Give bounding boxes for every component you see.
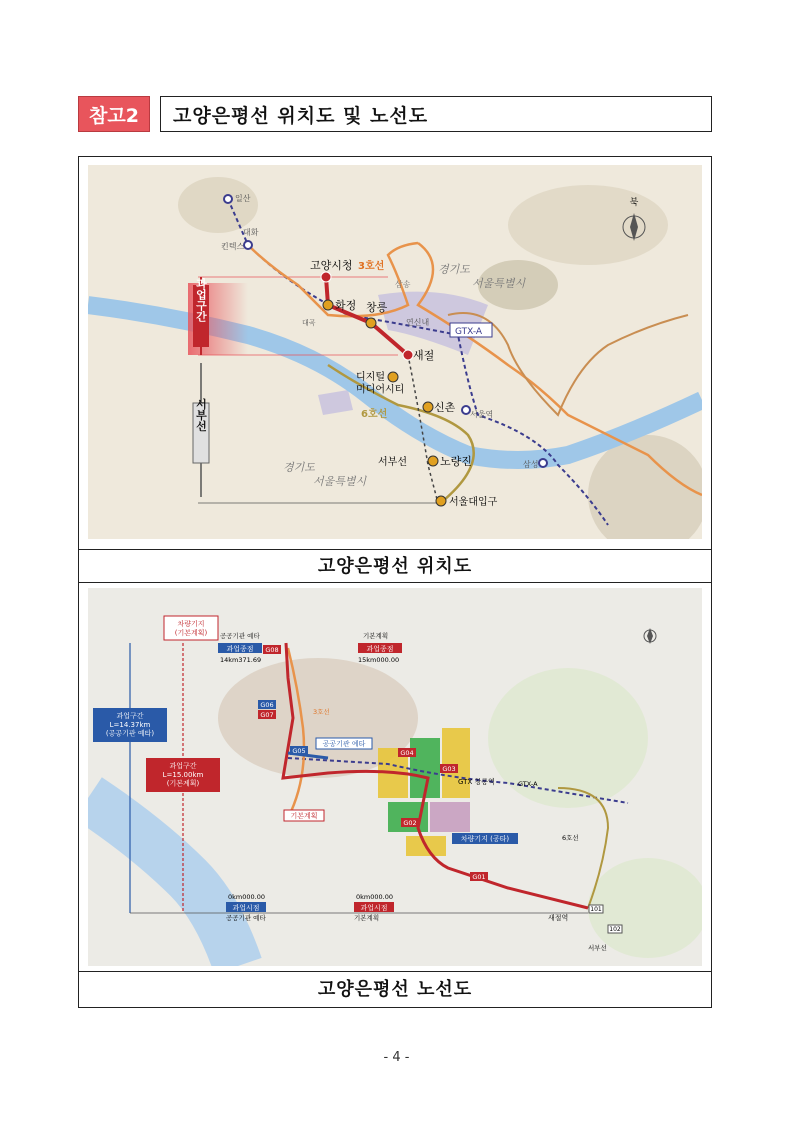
- gtxa-label: GTX-A: [518, 780, 538, 788]
- label-yeonsinnae: 연신내: [406, 318, 430, 327]
- label-kintex: 킨텍스: [221, 242, 245, 251]
- svg-text:차량기지(기본계획): 차량기지 (기본계획): [174, 620, 208, 637]
- label-daegok: 대곡: [302, 319, 316, 327]
- section-seobu-label: 서부선: [194, 398, 208, 432]
- svg-text:G04: G04: [400, 749, 414, 757]
- start-point-prelim: [226, 893, 266, 922]
- reference-badge: 참고2: [78, 96, 150, 132]
- page-number: - 4 -: [383, 1050, 410, 1065]
- saejeol-label: 새절역: [548, 914, 569, 922]
- svg-text:G06: G06: [260, 701, 274, 709]
- svg-text:공공기관 예타: 공공기관 예타: [220, 632, 260, 640]
- svg-text:15km000.00: 15km000.00: [358, 656, 400, 664]
- page-title: 고양은평선 위치도 및 노선도: [160, 96, 712, 132]
- label-daehwa: 대화: [243, 228, 259, 237]
- svg-text:과업시점: 과업시점: [360, 904, 388, 912]
- svg-text:기본계획: 기본계획: [363, 632, 389, 640]
- line6-label: 6호선: [562, 834, 579, 842]
- location-map-caption: 고양은평선 위치도: [79, 549, 711, 583]
- svg-text:0km000.00: 0km000.00: [228, 893, 265, 901]
- label-seoul-station: 서울역: [470, 410, 494, 419]
- svg-text:G05: G05: [292, 747, 306, 755]
- label-changneung: 창릉: [366, 301, 388, 314]
- prelim-tag: 공공기관 예타: [322, 740, 366, 748]
- label-gtxa: GTX-A: [455, 327, 483, 337]
- location-map: [88, 165, 702, 539]
- route-map-caption: 고양은평선 노선도: [79, 971, 711, 1007]
- svg-text:기본계획: 기본계획: [354, 914, 380, 922]
- route-map: [88, 588, 702, 966]
- station-102: 102: [609, 926, 621, 933]
- svg-text:과업종점: 과업종점: [366, 645, 394, 653]
- station-101: 101: [590, 906, 602, 913]
- svg-text:과업구간L=15.00km(기본계획): 과업구간 L=15.00km (기본계획): [162, 762, 204, 788]
- end-point-prelim: [218, 631, 262, 664]
- section-project-label: 과업구간: [194, 278, 208, 322]
- gtx-station-label: GTX 창릉역: [458, 778, 495, 786]
- depot-basic-callout: [164, 616, 218, 640]
- label-goyang-cityhall: 고양시청: [310, 259, 353, 272]
- label-dmc: 디지털 미디어시티: [356, 372, 405, 396]
- north-label: 북: [629, 198, 639, 208]
- figure-frame: [78, 156, 712, 1008]
- label-hwajeong: 화정: [335, 299, 357, 312]
- label-samseong: 삼성: [523, 460, 539, 469]
- depot-gongta-label: 차량기지 (공타): [460, 835, 510, 843]
- seobu-label: 서부선: [588, 944, 607, 952]
- svg-text:과업구간L=14.37km(공공기관 예타): 과업구간 L=14.37km (공공기관 예타): [105, 712, 155, 738]
- svg-text:G08: G08: [265, 646, 279, 654]
- svg-text:과업시점: 과업시점: [232, 904, 260, 912]
- label-gyeonggi: 경기도: [438, 263, 470, 276]
- section-header: [78, 96, 712, 132]
- svg-text:과업종점: 과업종점: [226, 645, 254, 653]
- label-noryangjin: 노량진: [440, 455, 472, 468]
- svg-text:G07: G07: [260, 711, 274, 719]
- section-prelim-box: [93, 708, 167, 742]
- label-samsong: 삼송: [395, 280, 411, 289]
- label-line6: 6호선: [361, 409, 388, 420]
- label-snu: 서울대입구: [449, 497, 498, 508]
- svg-text:G03: G03: [442, 765, 456, 773]
- basic-tag: 기본계획: [290, 812, 318, 820]
- section-basic-box: [146, 758, 220, 792]
- label-saejeol: 새절: [413, 349, 435, 362]
- line3-label: 3호선: [313, 708, 330, 716]
- label-ilsan: 일산: [235, 194, 251, 203]
- label-seoul: 서울특별시: [472, 277, 526, 290]
- label-line3: 3호선: [358, 261, 385, 272]
- svg-text:G01: G01: [472, 873, 486, 881]
- label-gyeonggi2: 경기도: [283, 461, 315, 474]
- svg-text:공공기관 예타: 공공기관 예타: [226, 914, 266, 922]
- svg-text:G02: G02: [403, 819, 417, 827]
- label-seoul2: 서울특별시: [313, 475, 367, 488]
- label-sinchon: 신촌: [434, 401, 456, 414]
- svg-text:0km000.00: 0km000.00: [356, 893, 393, 901]
- svg-text:14km371.69: 14km371.69: [220, 656, 262, 664]
- label-seobu: 서부선: [378, 457, 407, 468]
